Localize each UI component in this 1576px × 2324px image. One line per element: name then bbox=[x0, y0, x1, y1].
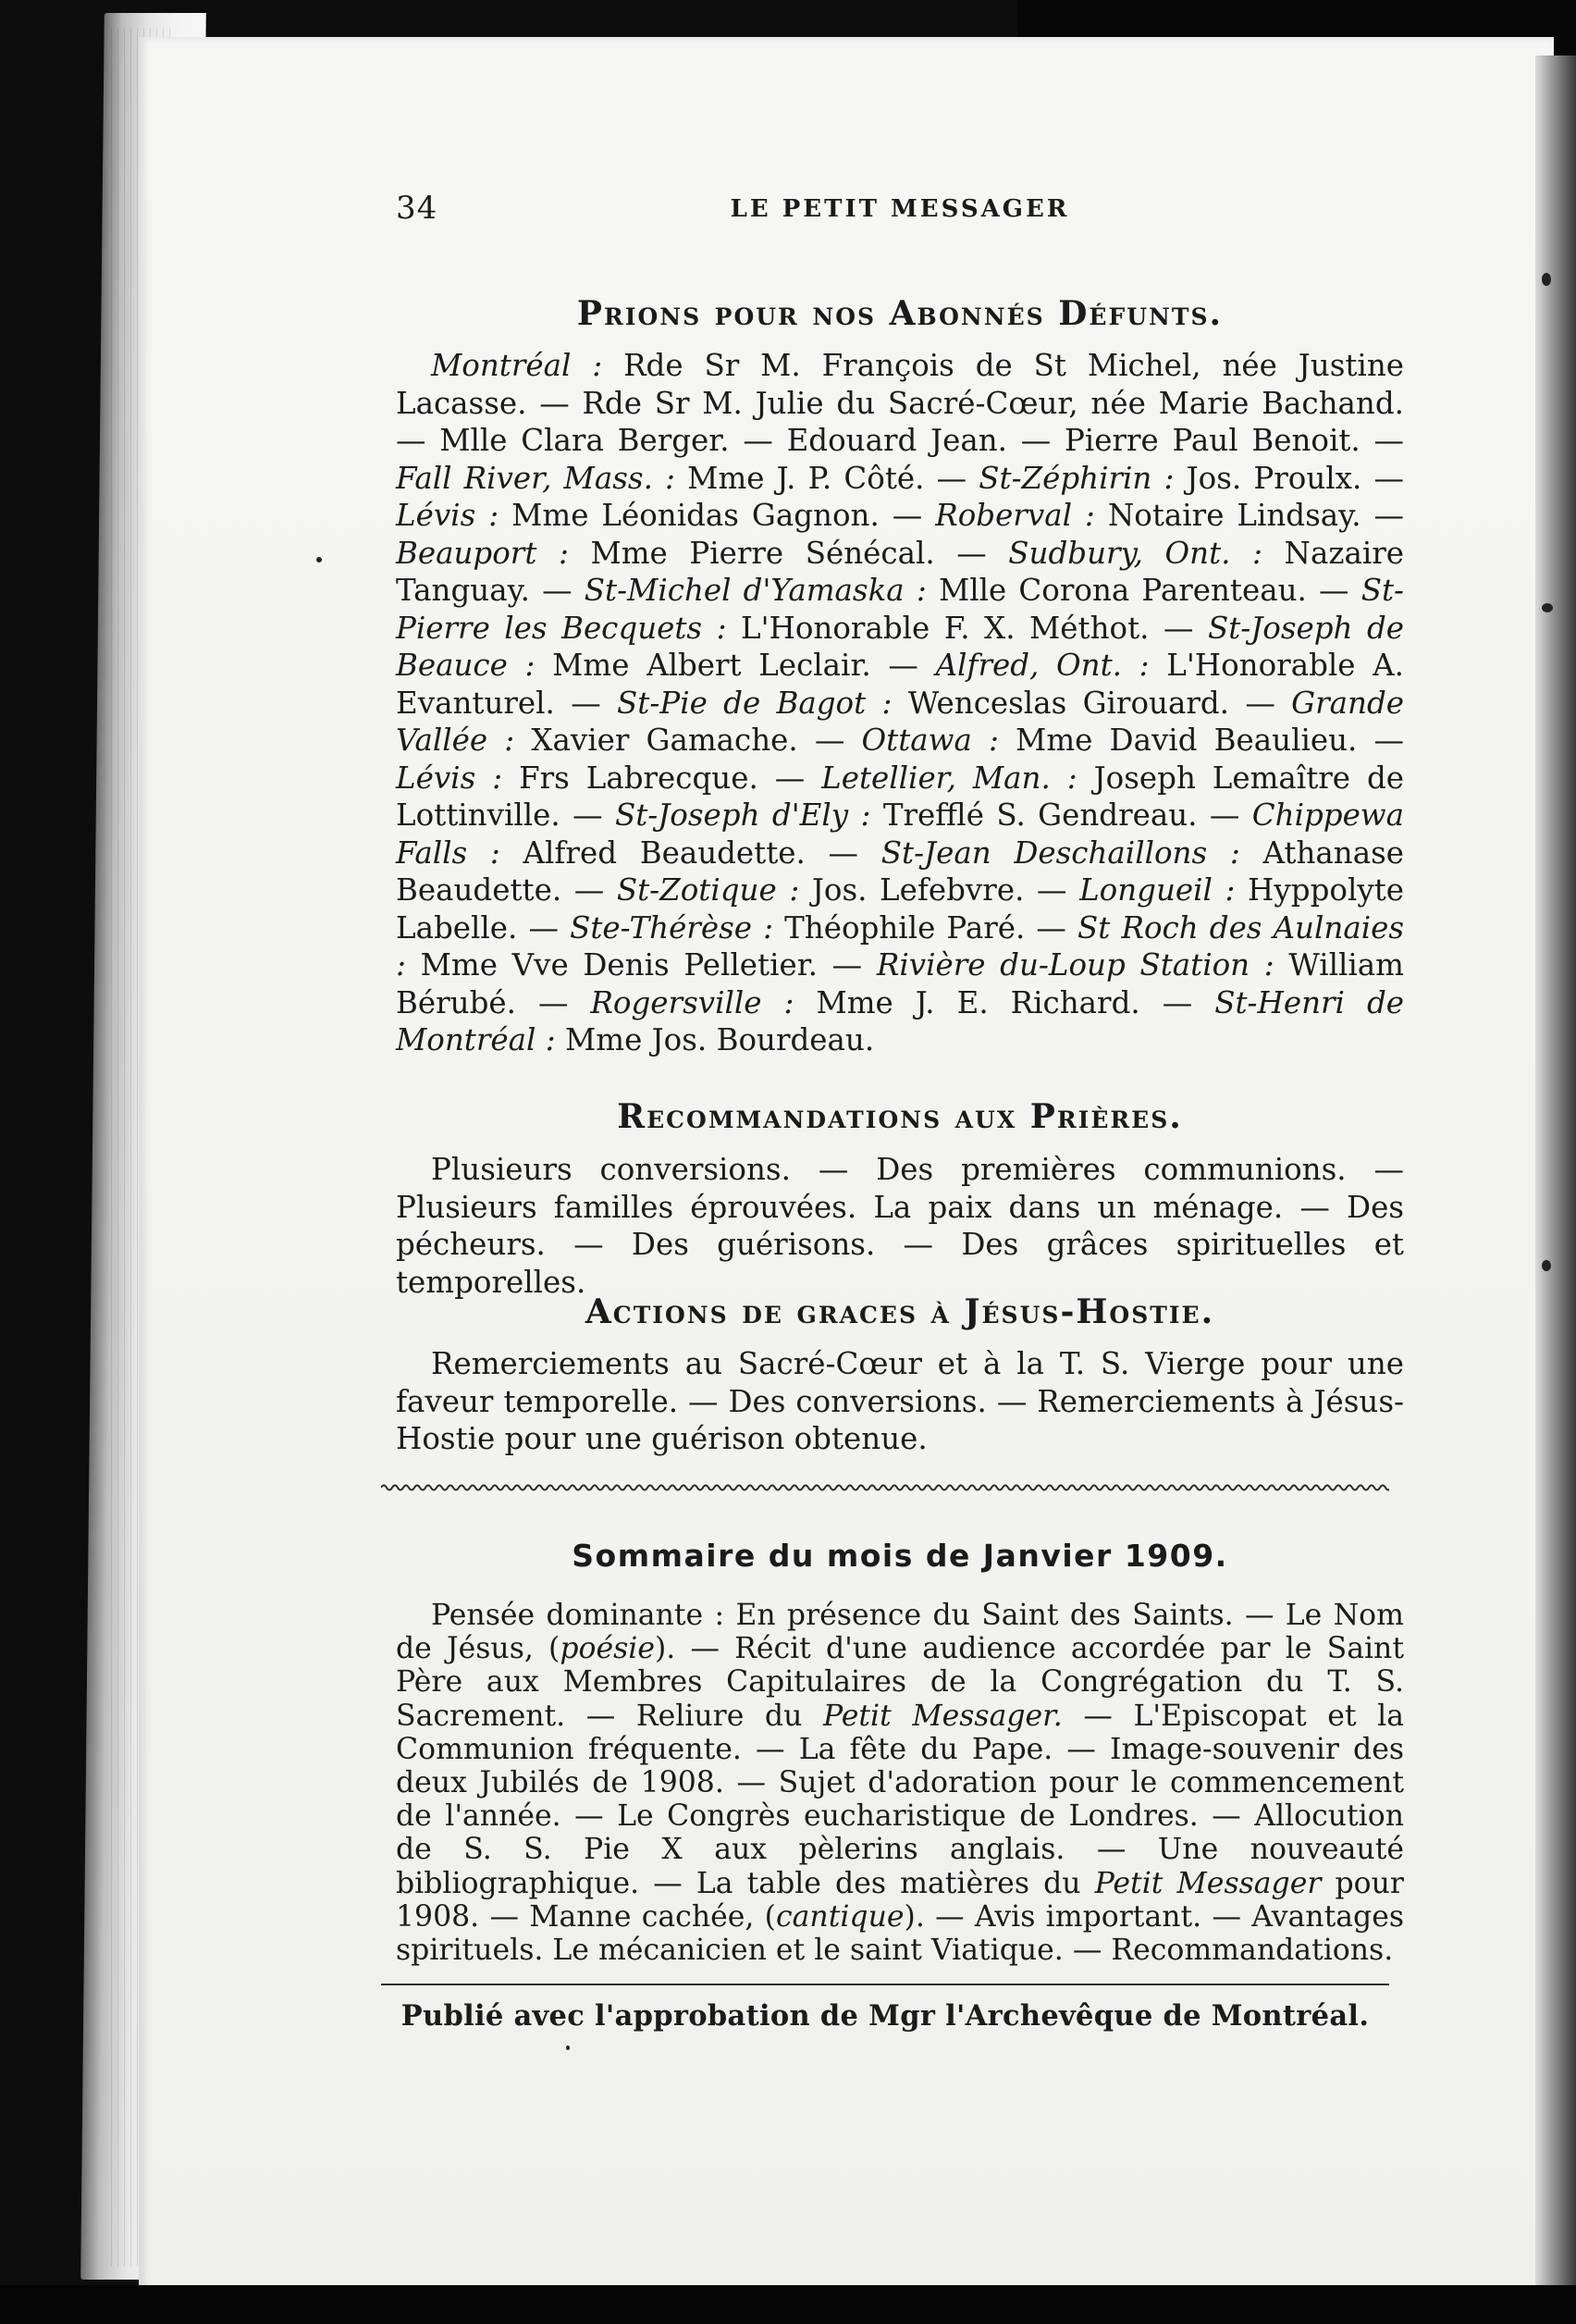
italic-run: Lévis : bbox=[396, 760, 503, 796]
italic-run: St Roch des Aulnaies : bbox=[396, 909, 1404, 983]
text-run: Mme Pierre Sénécal. — bbox=[568, 535, 1009, 571]
thanksgiving-text bbox=[396, 1345, 1404, 1458]
text-run: pour 1908. — Manne cachée, ( bbox=[396, 1866, 1404, 1934]
text-run: — L'Episcopat et la Communion fréquente. — La fête du Pape. — Image-souvenir des deux Jubilés de 1908. — Sujet d'adoration pour le commencement de l'année. — Le Congrès eucharistique de Londres. — Allocution de S. S. Pie X aux pèlerins anglais. — Une nouveauté bibliographique. — La table des matières du bbox=[396, 1699, 1404, 1900]
journal-title: LE PETIT MESSAGER bbox=[730, 195, 1070, 223]
footer-rule bbox=[381, 1984, 1389, 1985]
text-run: ). — Avis important. — Avantages spirituels. Le mécanicien et le saint Viatique. — Recommandations. bbox=[396, 1899, 1404, 1968]
text-run: Mme J. P. Côté. — bbox=[675, 460, 979, 496]
book-right-edge bbox=[1535, 56, 1576, 2294]
italic-run: St-Pierre les Becquets : bbox=[396, 573, 1404, 646]
text-run: Xavier Gamache. — bbox=[514, 723, 862, 758]
text-run: Jos. Lefebvre. — bbox=[799, 872, 1080, 908]
italic-run: St-Joseph de Beauce : bbox=[396, 610, 1405, 683]
italic-run: St-Zotique : bbox=[616, 872, 800, 908]
paragraph-thanksgiving: Remerciements au Sacré-Cœur et à la T. S. Vierge pour une faveur temporelle. — Des conversions. — Remerciements à Jésus-Hostie pour une guérison obtenue. bbox=[396, 1346, 1404, 1456]
italic-run: Ste-Thérèse : bbox=[570, 909, 774, 946]
italic-run: St-Jean Deschaillons : bbox=[880, 834, 1240, 871]
italic-run: Lévis : bbox=[396, 498, 499, 533]
paragraph-summary bbox=[396, 1599, 1404, 1967]
text-run: Mme Léonidas Gagnon. — bbox=[499, 498, 936, 533]
ink-speck bbox=[316, 557, 322, 562]
text-run: Mlle Corona Parenteau. — bbox=[926, 573, 1361, 608]
heading-thanksgiving: Actions de graces à Jésus-Hostie. bbox=[585, 1292, 1215, 1331]
text-run: Mme David Beaulieu. — bbox=[998, 723, 1404, 758]
text-run: Notaire Lindsay. — bbox=[1094, 498, 1404, 533]
italic-run: St-Pie de Bagot : bbox=[617, 685, 893, 721]
paragraph-recommendations: Plusieurs conversions. — Des premières communions. — Plusieurs familles éprouvées. La paix dans un ménage. — Des pécheurs. — Des guérisons. — Des grâces spirituelles et temporelles. bbox=[396, 1152, 1404, 1300]
italic-run: Letellier, Man. : bbox=[821, 760, 1077, 796]
italic-run: Montréal : bbox=[431, 348, 603, 383]
text-run: L'Honorable A. Evanturel. — bbox=[396, 648, 1404, 721]
prayer-recommendations-text bbox=[396, 1151, 1404, 1301]
italic-run: Sudbury, Ont. : bbox=[1008, 535, 1262, 571]
heading-prayer-recommendations: Recommandations aux Prières. bbox=[617, 1097, 1183, 1136]
ink-speck bbox=[1542, 1260, 1551, 1271]
text-run: Trefflé S. Gendreau. — bbox=[870, 797, 1252, 833]
heading-deceased-subscribers: Prions pour nos Abonnés Défunts. bbox=[576, 294, 1224, 333]
italic-run: Fall River, Mass. : bbox=[396, 460, 676, 496]
text-run: L'Honorable F. X. Méthot. — bbox=[726, 610, 1208, 646]
ink-speck bbox=[566, 2046, 570, 2050]
italic-run: St-Zéphirin : bbox=[979, 460, 1175, 496]
text-run: Mme Albert Leclair. — bbox=[535, 648, 936, 683]
ink-speck bbox=[1542, 273, 1551, 286]
italic-run: Longueil : bbox=[1079, 872, 1236, 908]
page-number: 34 bbox=[396, 190, 438, 227]
italic-run: Chippewa Falls : bbox=[396, 797, 1404, 871]
text-run: Mme Jos. Bourdeau. bbox=[555, 1022, 875, 1057]
text-run: Frs Labrecque. — bbox=[502, 760, 822, 796]
background-dark-bottom bbox=[0, 2285, 1576, 2324]
italic-run: Beauport : bbox=[396, 535, 569, 571]
text-run: Pensée dominante : En présence du Saint des Saints. — Le Nom de Jésus, ( bbox=[396, 1599, 1404, 1666]
italic-run: cantique bbox=[775, 1899, 905, 1934]
italic-run: Petit Messager bbox=[1094, 1866, 1322, 1900]
italic-run: Rogersville : bbox=[590, 984, 794, 1020]
monthly-summary-text bbox=[396, 1599, 1404, 1967]
text-run: Nazaire Tanguay. — bbox=[396, 535, 1405, 608]
wavy-divider bbox=[381, 1478, 1389, 1497]
italic-run: Ottawa : bbox=[861, 723, 999, 758]
deceased-subscribers-list bbox=[396, 347, 1404, 1059]
italic-run: Rivière du-Loup Station : bbox=[876, 947, 1274, 983]
italic-run: St-Henri de Montréal : bbox=[396, 984, 1404, 1057]
text-run: ). — Récit d'une audience accordée par le Saint Père aux Membres Capitulaires de la Congrégation du T. S. Sacrement. — Reliure du bbox=[396, 1632, 1404, 1733]
text-run: Mme J. E. Richard. — bbox=[794, 984, 1215, 1020]
italic-run: poésie bbox=[560, 1632, 655, 1666]
heading-monthly-summary: Sommaire du mois de Janvier 1909. bbox=[572, 1538, 1228, 1574]
text-run: Athanase Beaudette. — bbox=[396, 834, 1404, 908]
text-run: Jos. Proulx. — bbox=[1174, 460, 1404, 496]
text-run: Théophile Paré. — bbox=[773, 909, 1078, 946]
text-run: Wenceslas Girouard. — bbox=[892, 685, 1292, 721]
italic-run: St-Joseph d'Ely : bbox=[614, 797, 871, 833]
ink-speck bbox=[1542, 603, 1553, 612]
italic-run: St-Michel d'Yamaska : bbox=[584, 573, 927, 608]
approval-note: Publié avec l'approbation de Mgr l'Archevêque de Montréal. bbox=[400, 1999, 1370, 2033]
text-run: Hyppolyte Labelle. — bbox=[396, 872, 1404, 946]
text-run: Mme Vve Denis Pelletier. — bbox=[405, 947, 877, 983]
italic-run: Roberval : bbox=[935, 498, 1095, 533]
running-head bbox=[396, 190, 1404, 236]
text-run: Rde Sr M. François de St Michel, née Justine Lacasse. — Rde Sr M. Julie du Sacré-Cœur, née Marie Bachand. — Mlle Clara Berger. — Edouard Jean. — Pierre Paul Benoit. — bbox=[396, 348, 1404, 458]
italic-run: Petit Messager. bbox=[822, 1699, 1063, 1733]
italic-run: Alfred, Ont. : bbox=[935, 648, 1150, 683]
text-run: Alfred Beaudette. — bbox=[499, 834, 881, 871]
italic-run: Grande Vallée : bbox=[396, 685, 1404, 758]
paragraph-deceased bbox=[396, 347, 1404, 1059]
text-run: William Bérubé. — bbox=[396, 947, 1404, 1020]
text-run: Joseph Lemaître de Lottinville. — bbox=[396, 760, 1405, 833]
